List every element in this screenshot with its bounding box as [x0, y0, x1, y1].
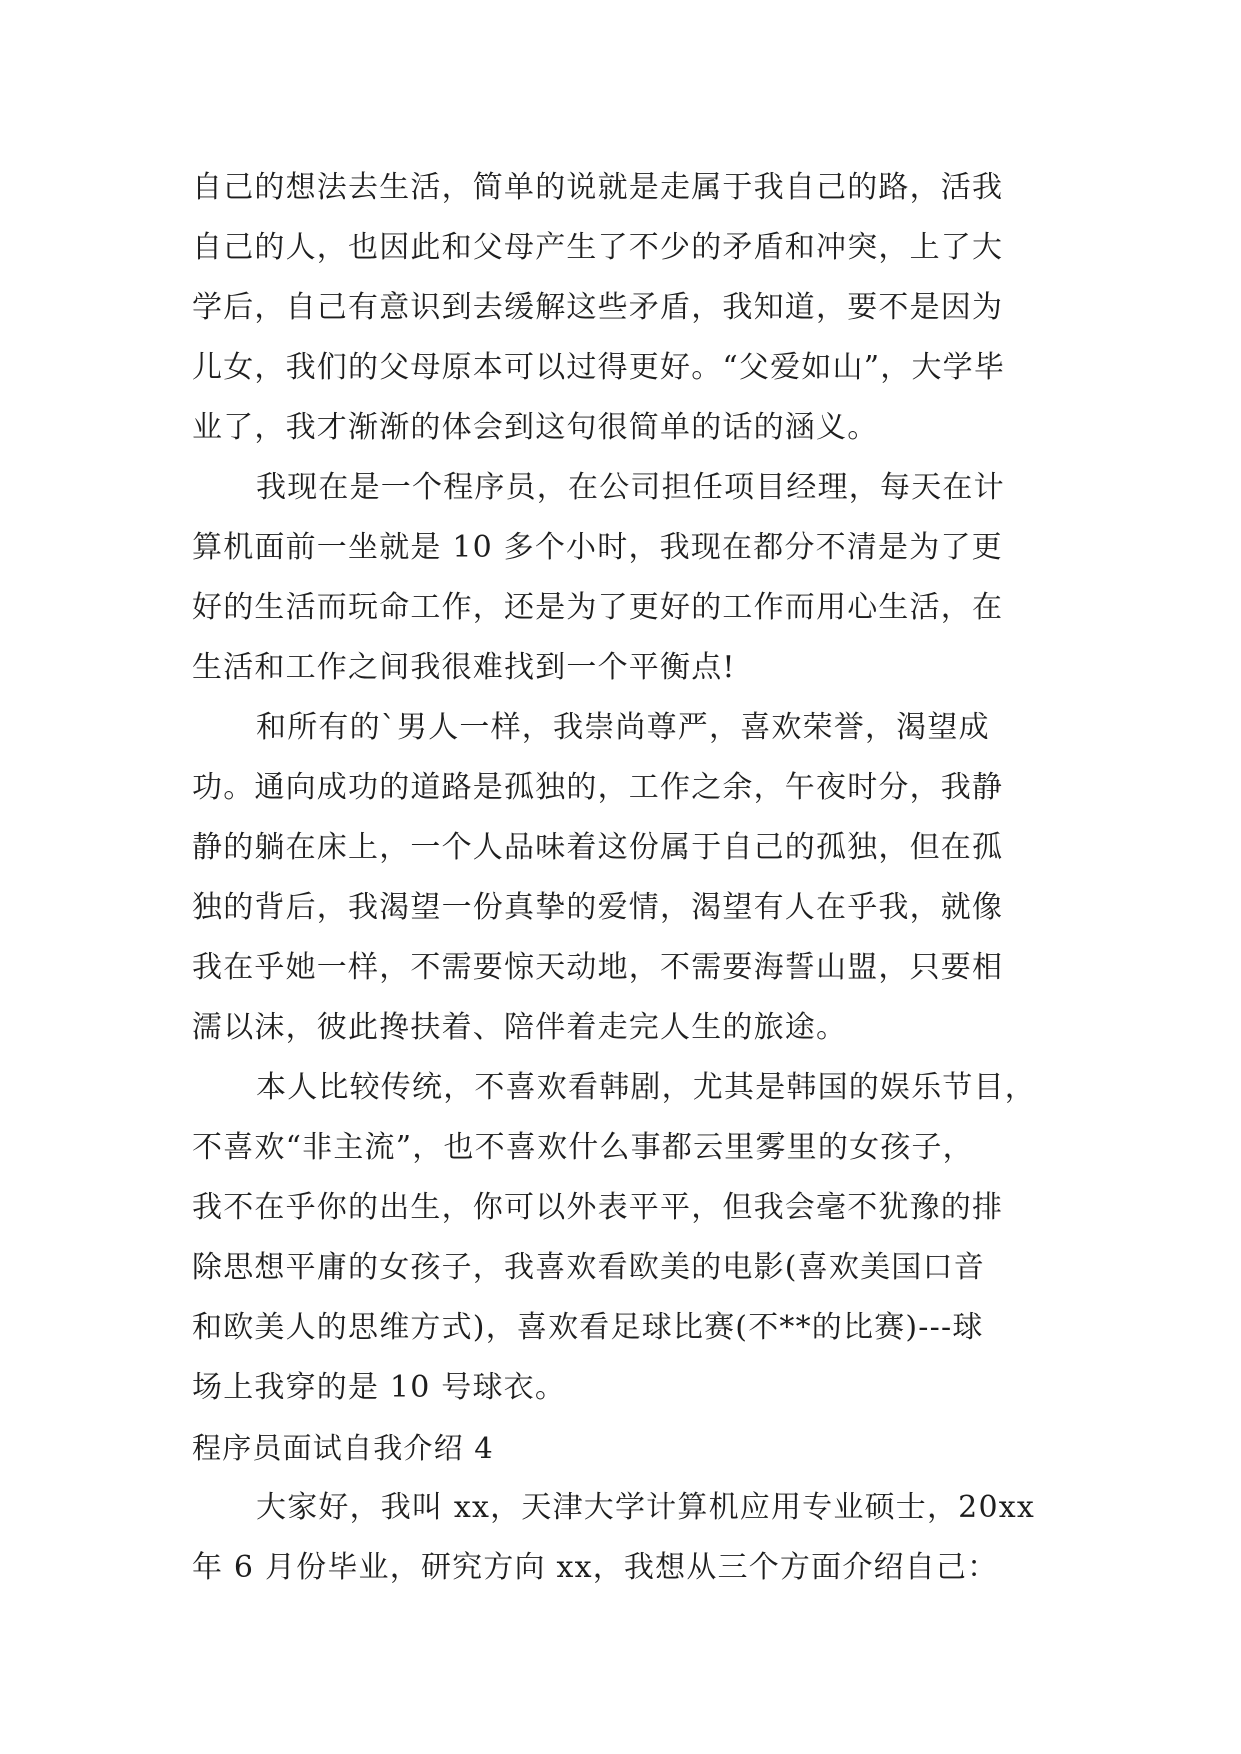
paragraph-start-line: 和所有的`男人一样，我崇尚尊严，喜欢荣誉，渴望成	[256, 710, 990, 745]
text-line: 年 6 月份毕业，研究方向 xx，我想从三个方面介绍自己：	[192, 1550, 999, 1585]
paragraph-start-line: 大家好，我叫 xx，天津大学计算机应用专业硕士，20xx	[256, 1490, 1035, 1525]
text-line: 我在乎她一样，不需要惊天动地，不需要海誓山盟，只要相	[192, 950, 1004, 985]
text-line: 儿女，我们的父母原本可以过得更好。“父爱如山”，大学毕	[192, 350, 1006, 385]
text-line: 濡以沫，彼此搀扶着、陪伴着走完人生的旅途。	[192, 1010, 848, 1045]
text-line: 独的背后，我渴望一份真挚的爱情，渴望有人在乎我，就像	[192, 890, 1004, 925]
text-line: 自己的人，也因此和父母产生了不少的矛盾和冲突，上了大	[192, 230, 1004, 265]
text-line: 自己的想法去生活，简单的说就是走属于我自己的路，活我	[192, 170, 1004, 205]
text-line: 静的躺在床上，一个人品味着这份属于自己的孤独，但在孤	[192, 830, 1004, 865]
text-line: 不喜欢“非主流”，也不喜欢什么事都云里雾里的女孩子，	[192, 1130, 974, 1165]
text-line: 业了，我才渐渐的体会到这句很简单的话的涵义。	[192, 410, 879, 445]
text-line: 除思想平庸的女孩子，我喜欢看欧美的电影(喜欢美国口音	[192, 1250, 985, 1285]
text-line: 好的生活而玩命工作，还是为了更好的工作而用心生活，在	[192, 590, 1004, 625]
text-line: 学后，自己有意识到去缓解这些矛盾，我知道，要不是因为	[192, 290, 1004, 325]
text-line: 我不在乎你的出生，你可以外表平平，但我会毫不犹豫的排	[192, 1190, 1004, 1225]
section-heading: 程序员面试自我介绍 4	[192, 1431, 494, 1465]
paragraph-start-line: 我现在是一个程序员，在公司担任项目经理，每天在计	[256, 470, 1005, 505]
document-body	[192, 158, 1052, 1598]
text-line: 和欧美人的思维方式)，喜欢看足球比赛(不**的比赛)---球	[192, 1310, 984, 1345]
text-line: 算机面前一坐就是 10 多个小时，我现在都分不清是为了更	[192, 530, 1003, 565]
text-line: 场上我穿的是 10 号球衣。	[192, 1370, 567, 1405]
text-line: 功。通向成功的道路是孤独的，工作之余，午夜时分，我静	[192, 770, 1004, 805]
paragraph-start-line: 本人比较传统，不喜欢看韩剧，尤其是韩国的娱乐节目，	[256, 1070, 1036, 1105]
text-line: 生活和工作之间我很难找到一个平衡点!	[192, 650, 736, 685]
